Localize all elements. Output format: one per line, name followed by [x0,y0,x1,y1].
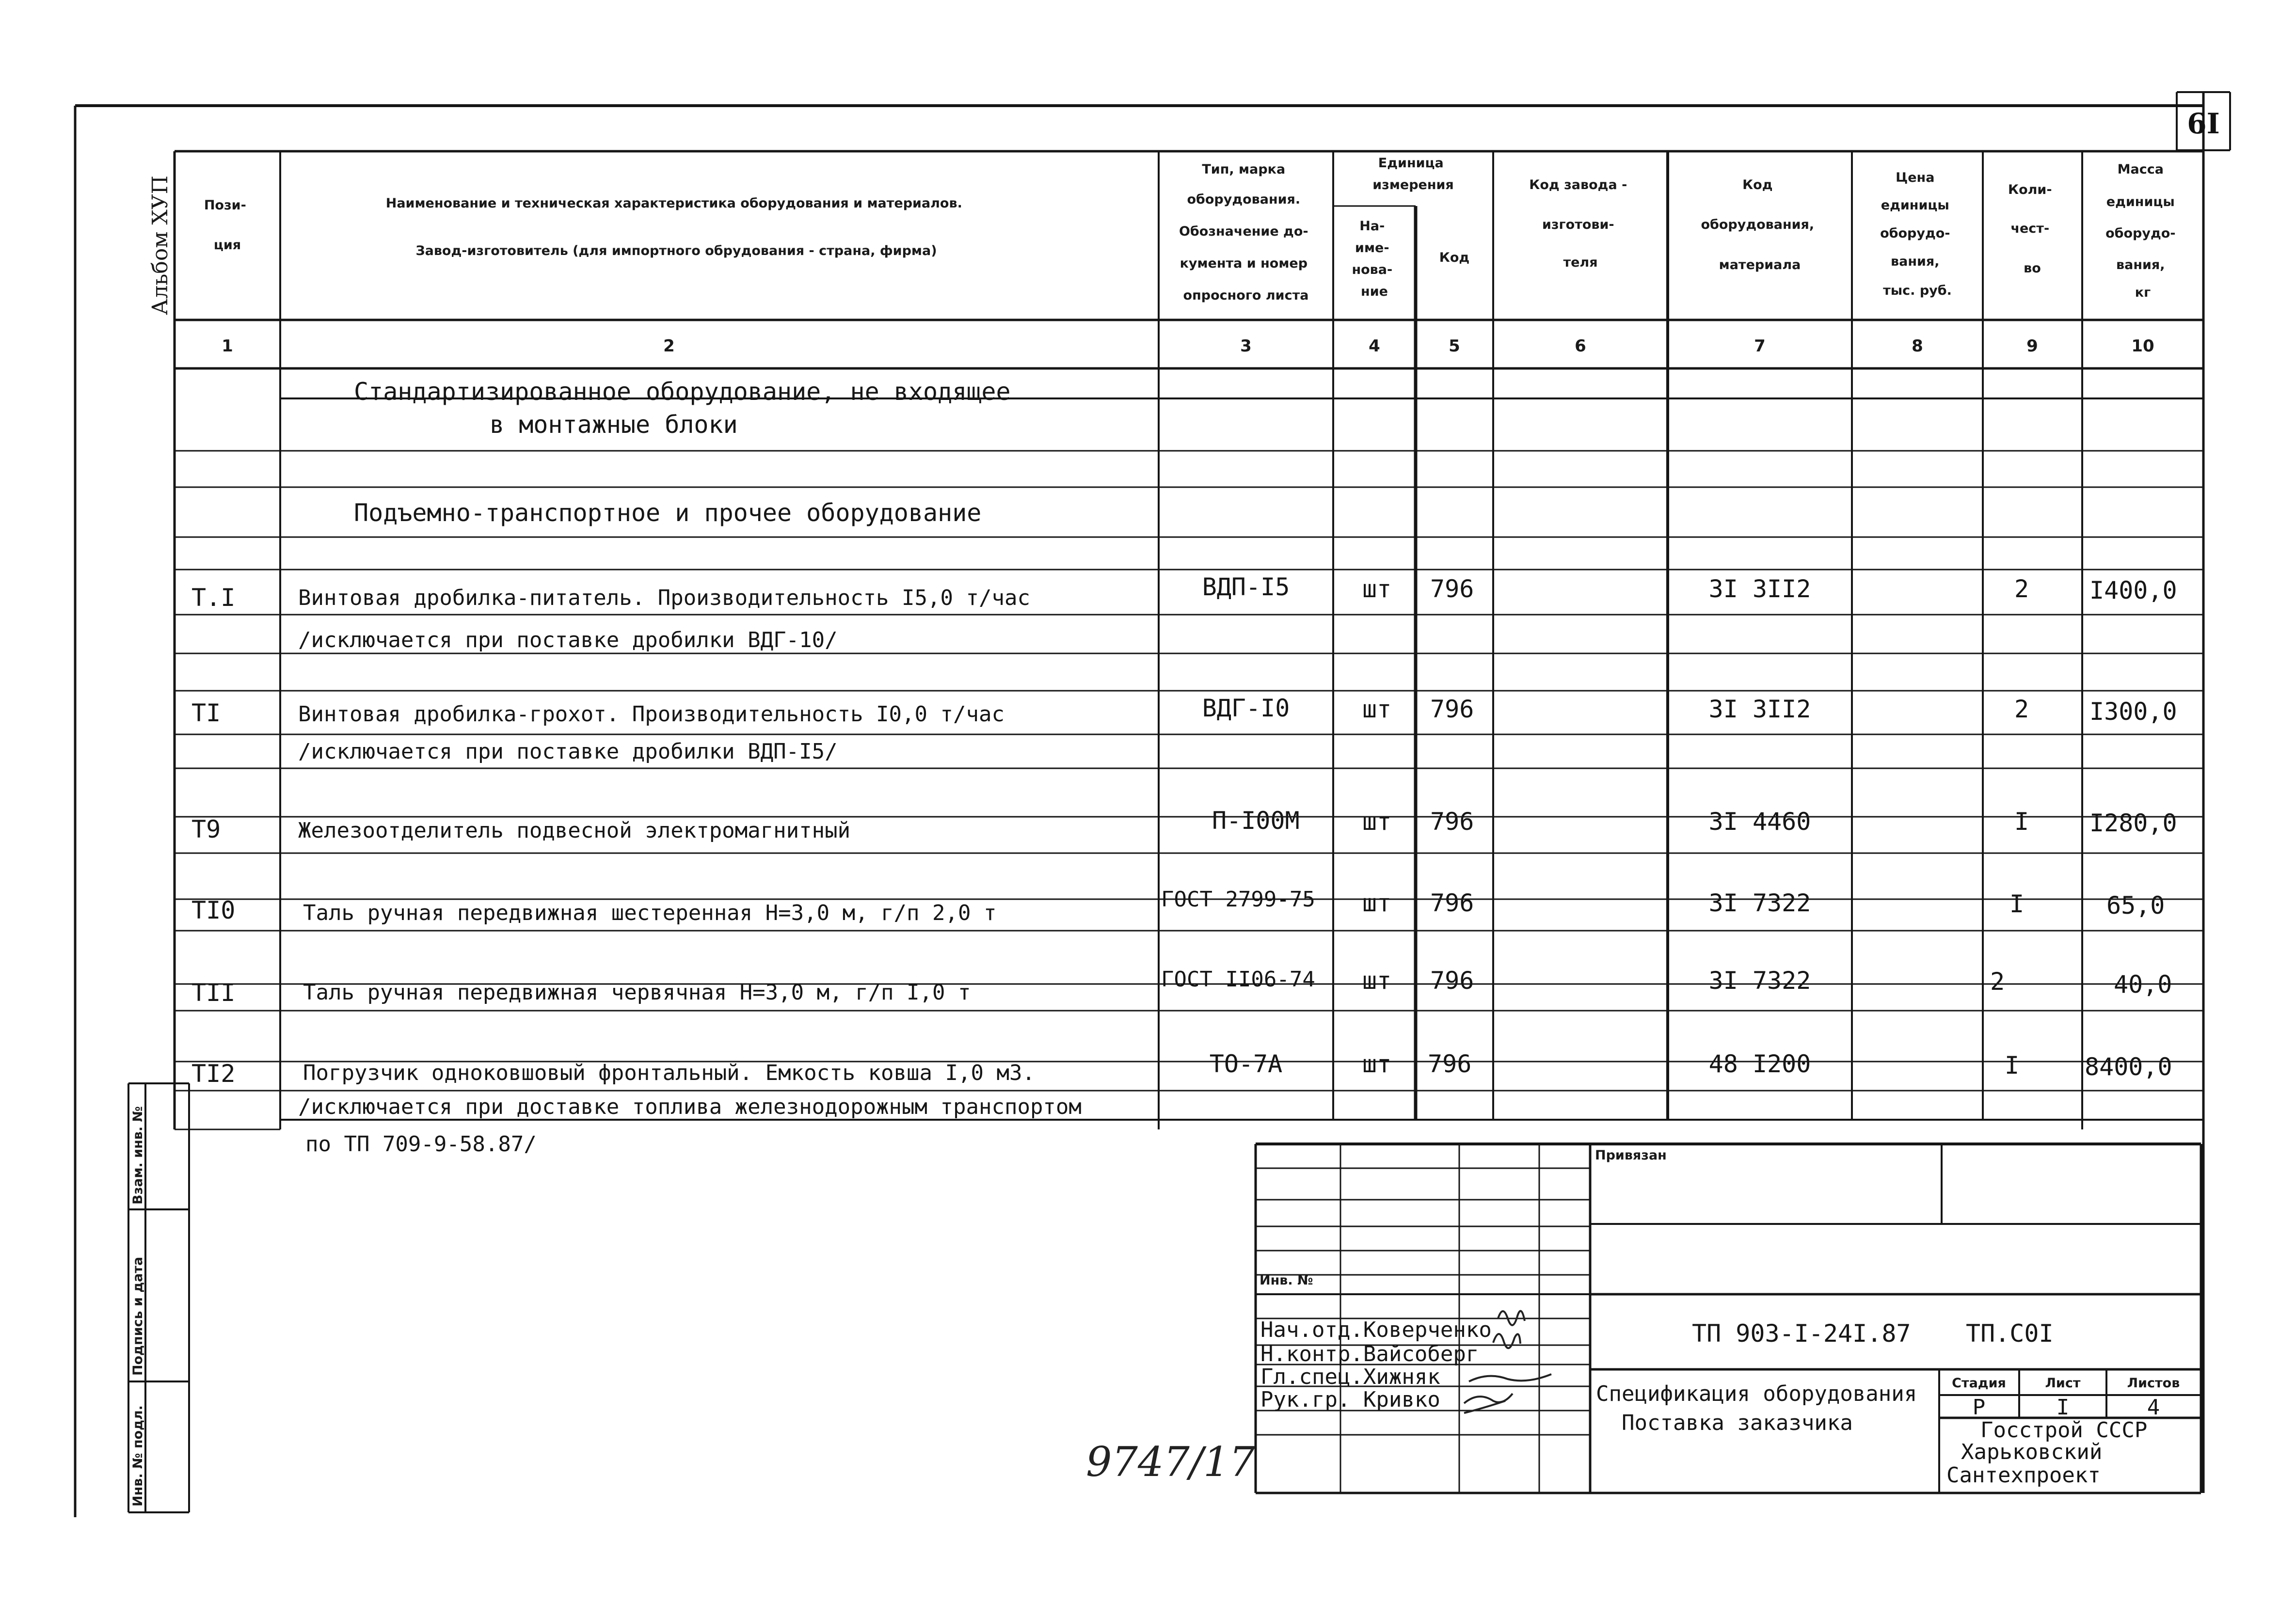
row-position: ТI2 [191,1060,236,1088]
row-name: Винтовая дробилка-питатель. Производительность I5,0 т/час [298,586,1030,610]
table-row [191,694,2177,764]
stamp-person: Гл.спец.Хижняк [1260,1365,1440,1389]
row-name: Винтовая дробилка-грохот. Производительность I0,0 т/час [298,702,1004,727]
column-number: 5 [1449,336,1460,356]
column-numbers [222,336,2154,356]
page-number: 6I [2187,107,2220,140]
header-price: Цена единицы оборудо- вания, тыс. руб. [1880,170,1952,298]
side-label-inv-podl: Инв. № подл. [130,1405,145,1507]
album-label: Альбом XУП [148,175,173,315]
row-mass: I300,0 [2089,698,2177,726]
section-heading: Подъемно-транспортное и прочее оборудование [354,499,982,527]
row-note: /исключается при поставке дробилки ВДГ-10/ [298,628,838,652]
row-quantity: I [2014,808,2029,836]
row-type: П-I00М [1212,807,1300,835]
stamp-sheets-value: 4 [2147,1395,2160,1420]
column-number: 3 [1240,336,1252,356]
page-frame [75,92,2230,1517]
stamp-org: Госстрой СССР [1980,1418,2148,1443]
row-unit-code: 796 [1430,889,1474,917]
row-unit-code: 796 [1430,695,1474,723]
row-name: Таль ручная передвижная червячная Н=3,0 м, г/п I,0 т [303,980,971,1005]
row-equipment-code: 3I 3II2 [1708,695,1811,723]
table-row [191,573,2177,652]
row-unit-code: 796 [1430,575,1474,603]
row-unit: шт [1362,695,1392,723]
header-mass: Масса единицы оборудо- вания, кг [2105,162,2176,300]
table-row [191,887,2165,925]
header-plant-code: Код завода - изготови- теля [1529,177,1627,270]
stamp-title: Спецификация оборудования [1596,1381,1917,1406]
stamp-inv-label: Инв. № [1260,1273,1313,1288]
row-name: Погрузчик одноковшовый фронтальный. Емкость ковша I,0 м3. [303,1061,1035,1085]
row-type: ТО-7А [1209,1050,1283,1078]
header-quantity: Коли- чест- во [2008,182,2052,276]
row-note: /исключается при поставке дробилки ВДП-I5/ [298,739,838,764]
stamp-org: Сантехпроект [1946,1463,2101,1488]
header-unit-name: На- име- нова- ние [1352,219,1393,299]
stamp-sheet-value: I [2056,1395,2070,1420]
stamp-stage-value: Р [1972,1395,1986,1420]
column-number: 1 [222,336,233,356]
column-number: 2 [663,336,675,356]
stamp-subtitle: Поставка заказчика [1622,1411,1853,1435]
row-name: Железоотделитель подвесной электромагнитный [298,818,851,843]
row-position: Т9 [191,815,221,843]
stamp-doc-mark: ТП.С0I [1966,1319,2054,1348]
row-position: ТII [191,979,236,1007]
row-quantity: 2 [1990,968,2005,996]
header-equipment-code: Код оборудования, материала [1701,177,1815,272]
column-number: 10 [2131,336,2154,356]
row-equipment-code: 48 I200 [1708,1050,1811,1078]
table-row [191,807,2177,843]
stamp-org: Харьковский [1961,1440,2103,1464]
row-note-continued: по ТП 709-9-58.87/ [305,1132,537,1157]
header-position: Пози- ция [204,198,246,253]
row-unit: шт [1362,967,1392,995]
stamp-person: Н.контр.Вайсоберг [1260,1342,1479,1366]
row-position: Т.I [191,584,236,612]
stamp-person: Нач.отд.Коверченко [1260,1317,1492,1342]
row-unit: шт [1362,1050,1392,1078]
row-mass: 40,0 [2114,970,2172,999]
row-mass: 8400,0 [2085,1053,2172,1081]
column-number: 4 [1369,336,1380,356]
side-label-replace-inv: Взам. инв. № [130,1106,145,1205]
row-equipment-code: 3I 4460 [1708,808,1811,836]
row-unit: шт [1362,575,1392,603]
section-heading: в монтажные блоки [490,411,738,439]
row-unit-code: 796 [1428,1050,1472,1078]
row-quantity: 2 [2014,575,2029,603]
header-name: Наименование и техническая характеристика оборудования и материалов. Завод-изготовитель (для импортного обрудования - страна, фирма) [385,196,962,258]
side-label-signature: Подпись и дата [130,1256,145,1376]
row-position: ТI0 [191,896,236,924]
row-unit: шт [1362,889,1392,917]
column-number: 8 [1912,336,1923,356]
table-row [191,1050,2172,1157]
stamp-sheets-label: Листов [2127,1376,2180,1391]
stamp-doc-code: ТП 903-I-24I.87 [1692,1319,1911,1348]
stamp-stage-label: Стадия [1952,1376,2006,1391]
row-unit-code: 796 [1430,808,1474,836]
header-unit-group: Единица измерения [1372,156,1454,192]
stamp-person: Рук.гр. Кривко [1260,1387,1440,1412]
row-unit: шт [1362,808,1392,836]
stamp-attached-label: Привязан [1595,1148,1667,1163]
row-type: ВДП-I5 [1202,573,1290,601]
section-heading: Стандартизированное оборудование, не входящее [354,378,1011,406]
row-name: Таль ручная передвижная шестеренная Н=3,0 м, г/п 2,0 т [303,901,997,925]
row-equipment-code: 3I 7322 [1708,967,1811,995]
table-header [204,156,2180,303]
handwritten-number: 9747/17 [1086,1438,1255,1486]
table-row [191,967,2172,1007]
header-type: Тип, марка оборудования. Обозначение до- кумента и номер опросного листа [1179,162,1309,303]
column-number: 6 [1575,336,1586,356]
stamp-sheet-label: Лист [2045,1376,2081,1391]
row-equipment-code: 3I 7322 [1708,889,1811,917]
row-quantity: I [2004,1051,2020,1079]
row-mass: I280,0 [2089,809,2177,837]
row-equipment-code: 3I 3II2 [1708,575,1811,603]
row-type: ГОСТ II06-74 [1161,967,1315,992]
row-note: /исключается при доставке топлива железнодорожным транспортом [298,1095,1082,1119]
header-unit-code: Код [1439,250,1470,265]
row-position: ТI [191,699,221,727]
row-type: ГОСТ 2799-75 [1161,887,1315,912]
row-mass: 65,0 [2106,891,2165,920]
row-mass: I400,0 [2089,576,2177,604]
row-type: ВДГ-I0 [1202,694,1290,722]
row-unit-code: 796 [1430,967,1474,995]
column-number: 7 [1754,336,1766,356]
row-quantity: I [2009,890,2025,918]
row-quantity: 2 [2014,695,2029,723]
column-number: 9 [2026,336,2038,356]
